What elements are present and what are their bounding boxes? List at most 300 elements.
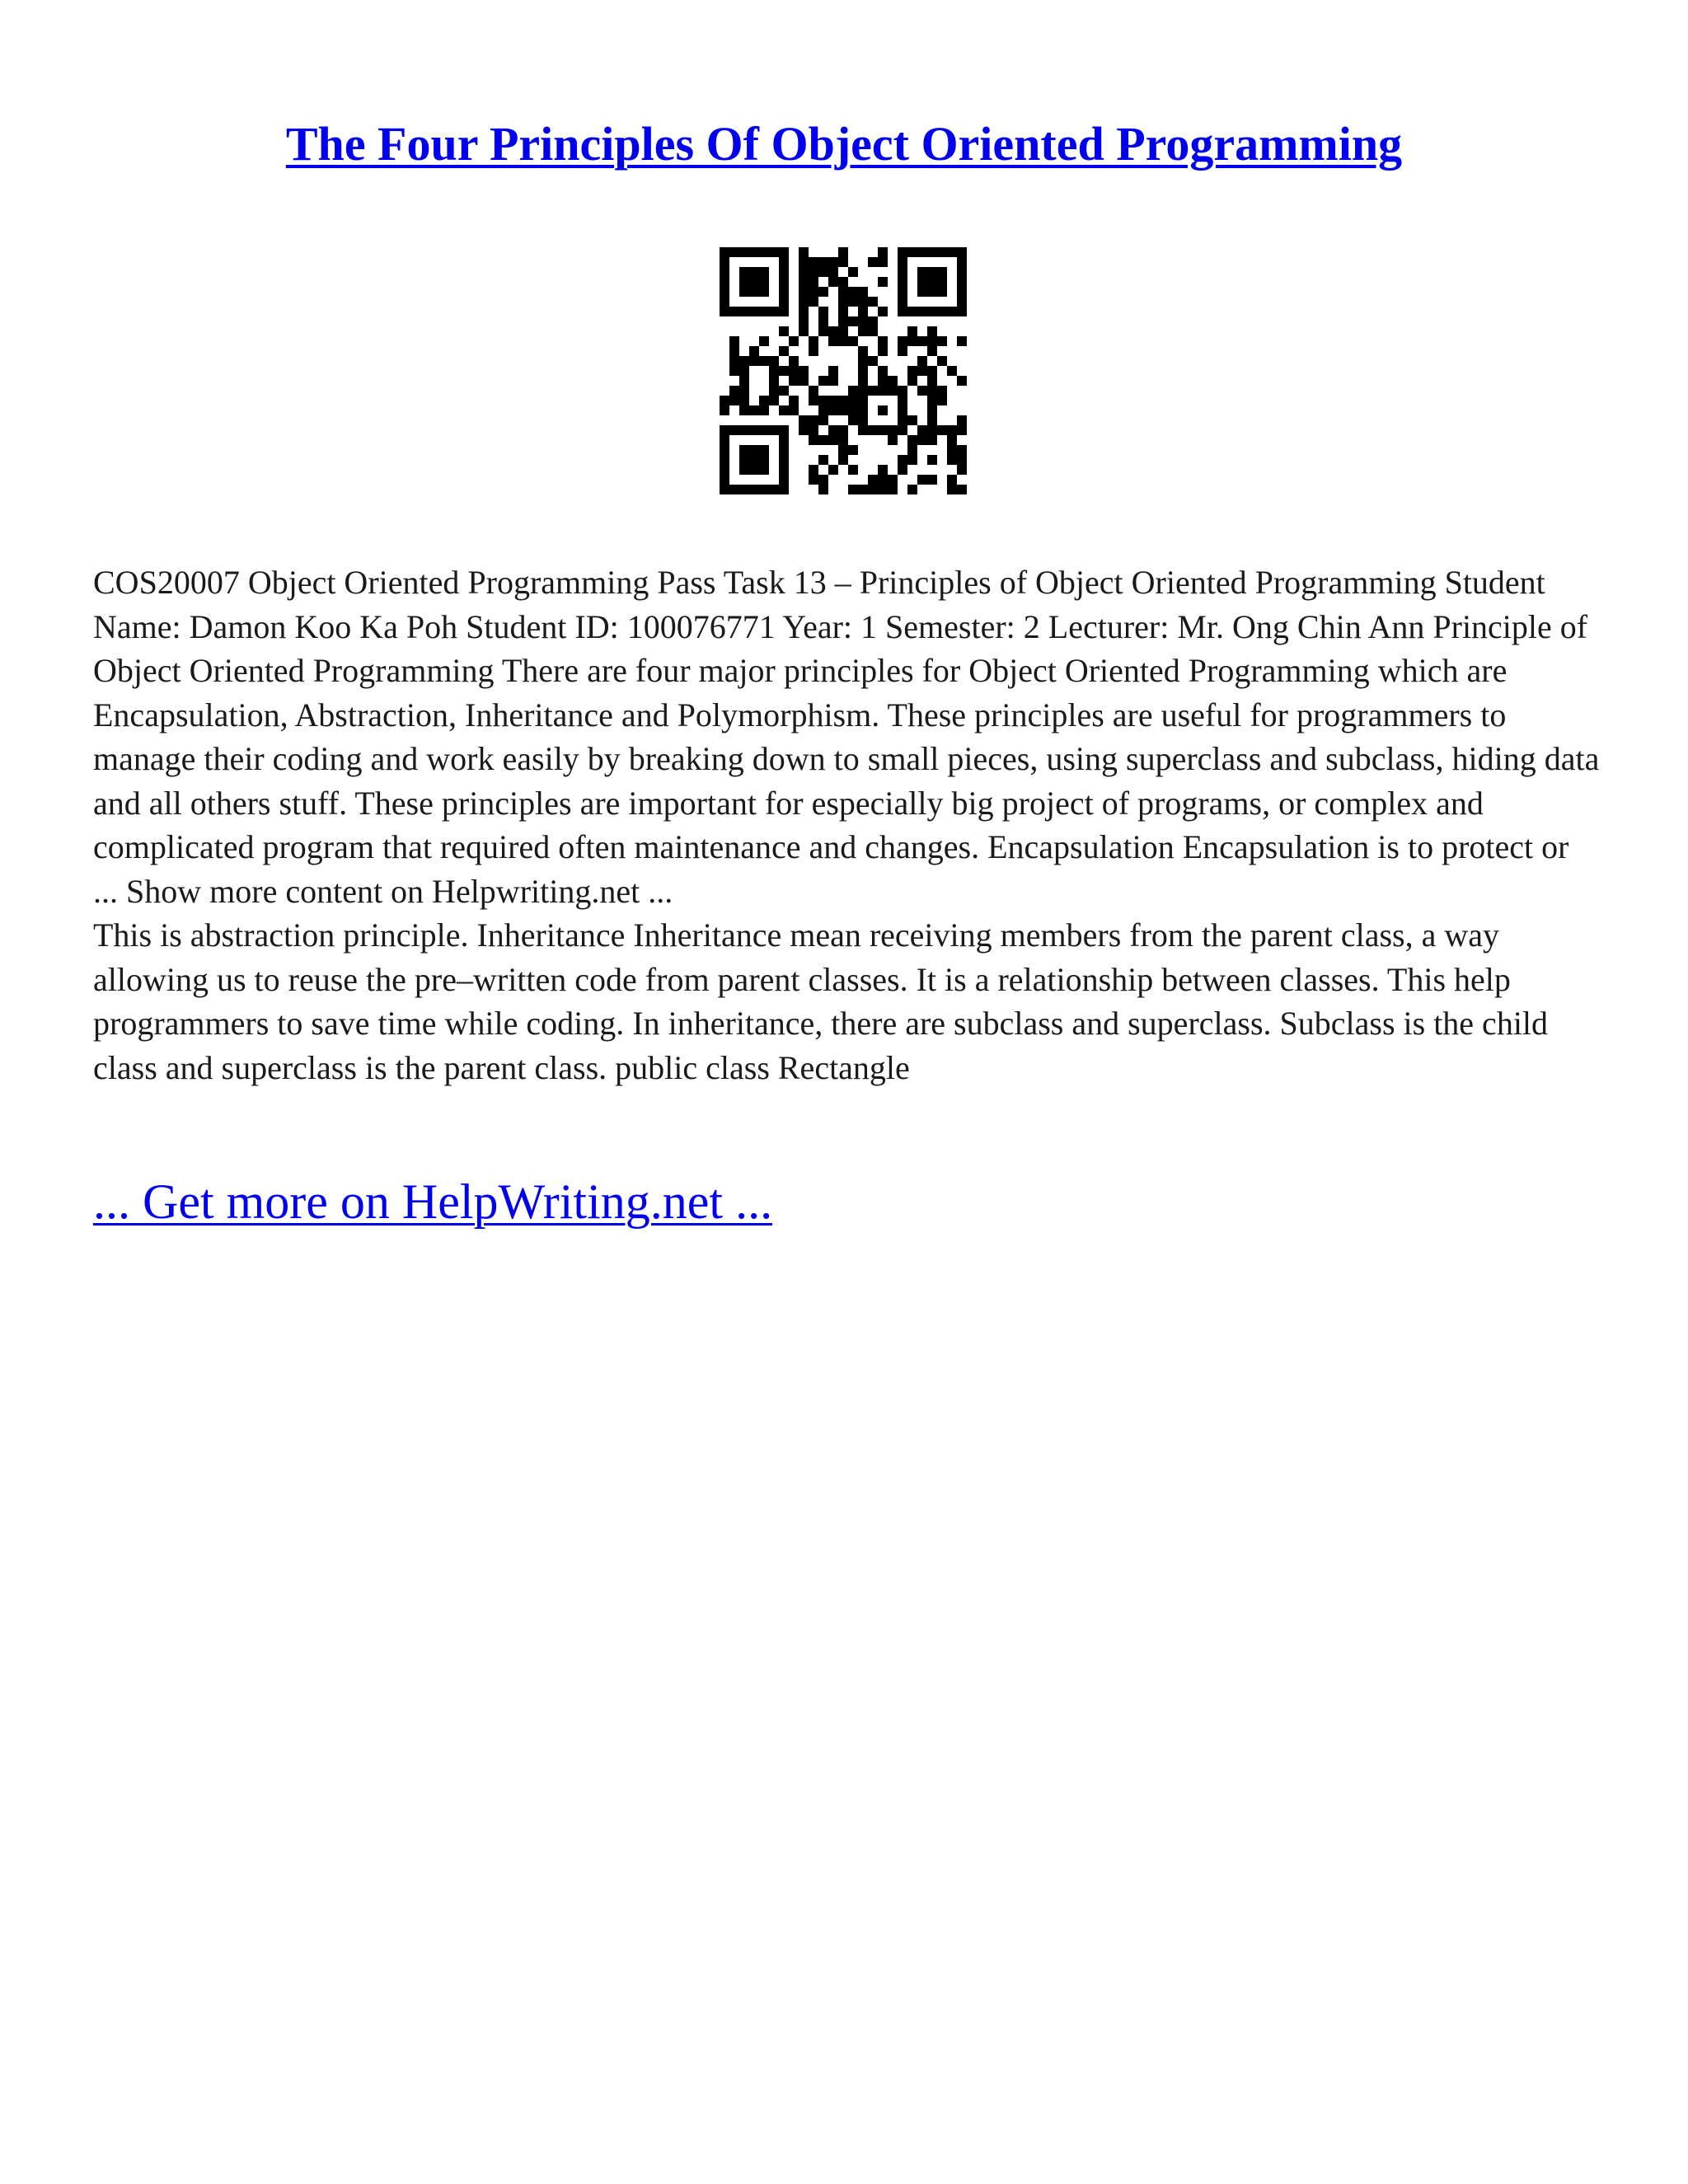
qr-module (838, 247, 848, 257)
qr-module (809, 435, 818, 445)
qr-module (957, 336, 967, 346)
qr-module (898, 267, 907, 277)
qr-module (957, 415, 967, 425)
qr-module (937, 267, 947, 277)
qr-module (838, 425, 848, 435)
qr-module (720, 307, 729, 316)
qr-module (868, 356, 878, 366)
qr-module (848, 485, 858, 494)
qr-module (898, 277, 907, 287)
qr-module (858, 287, 868, 297)
qr-module (809, 386, 818, 396)
qr-module (838, 287, 848, 297)
qr-module (759, 445, 769, 455)
qr-module (749, 465, 759, 475)
qr-code-icon (720, 247, 967, 494)
qr-module (878, 336, 888, 346)
qr-module (868, 257, 878, 267)
qr-module (838, 316, 848, 326)
qr-module (907, 376, 917, 386)
qr-module (868, 386, 878, 396)
qr-module (927, 435, 937, 445)
qr-module (878, 307, 888, 316)
qr-module (749, 346, 759, 356)
qr-module (848, 405, 858, 415)
qr-module (809, 297, 818, 307)
qr-module (769, 485, 779, 494)
qr-module (917, 287, 927, 297)
qr-module (858, 346, 868, 356)
paragraph-intro: COS20007 Object Oriented Programming Pass Task 13 – Principles of Object Oriented Programming Student Name: Damon Koo Ka Poh Student ID: 100076771 Year: 1 Semester: 2 Lecturer: Mr. Ong Chin Ann Principle of Object Oriented Programming There are four major principles for Object Oriented Programming which are Encapsulation, Abstraction, Inheritance and Polymorphism. These principles are useful for programmers to manage their coding and work easily by breaking down to small pieces, using superclass and subclass, hiding data and all others stuff. These principles are important for especially big project of programs, or complex and complicated program that required often maintenance and changes. Encapsulation Encapsulation is to protect or ... Show more content on Helpwriting.net ... (93, 564, 1600, 910)
qr-module (907, 326, 917, 336)
qr-module (799, 267, 809, 277)
qr-module (828, 267, 838, 277)
qr-module (789, 396, 799, 405)
qr-module (759, 336, 769, 346)
qr-module (720, 287, 729, 297)
qr-module (749, 267, 759, 277)
qr-module (917, 307, 927, 316)
qr-module (898, 257, 907, 267)
qr-module (739, 455, 749, 465)
qr-module (888, 425, 898, 435)
qr-module (848, 297, 858, 307)
qr-module (779, 277, 789, 287)
qr-module (749, 277, 759, 287)
qr-module (720, 267, 729, 277)
qr-module (749, 356, 759, 366)
qr-module (937, 277, 947, 287)
document-title-link[interactable]: The Four Principles Of Object Oriented Programming (285, 117, 1403, 171)
qr-module (769, 307, 779, 316)
qr-module (927, 277, 937, 287)
qr-module (759, 455, 769, 465)
qr-module (888, 475, 898, 485)
qr-module (848, 415, 858, 425)
paragraph-inheritance: This is abstraction principle. Inheritance Inheritance mean receiving members from the parent class, a way allowing us to reuse the pre–written code from parent classes. It is a relationship between classes. This help programmers to save time while coding. In inheritance, there are subclass and superclass. Subclass is the child class and superclass is the parent class. public class Rectangle (93, 916, 1549, 1086)
qr-module (809, 277, 818, 287)
qr-module (779, 307, 789, 316)
qr-module (779, 445, 789, 455)
qr-module (878, 366, 888, 376)
qr-module (858, 376, 868, 386)
qr-module (957, 376, 967, 386)
qr-module (759, 465, 769, 475)
qr-module (749, 307, 759, 316)
qr-module (927, 326, 937, 336)
qr-module (828, 405, 838, 415)
qr-module (749, 405, 759, 415)
qr-module (848, 316, 858, 326)
qr-module (779, 475, 789, 485)
qr-module (888, 386, 898, 396)
qr-module (759, 247, 769, 257)
qr-module (917, 435, 927, 445)
qr-module (957, 455, 967, 465)
qr-module (739, 287, 749, 297)
qr-module (720, 396, 729, 405)
qr-module (729, 366, 739, 376)
qr-module (898, 415, 907, 425)
qr-module (779, 386, 789, 396)
qr-module (779, 366, 789, 376)
qr-module (917, 425, 927, 435)
qr-module (799, 247, 809, 257)
qr-module (898, 336, 907, 346)
qr-module (739, 356, 749, 366)
qr-module (749, 425, 759, 435)
qr-module (927, 287, 937, 297)
qr-module (927, 455, 937, 465)
qr-module (828, 396, 838, 405)
qr-module (818, 376, 828, 386)
qr-module (898, 455, 907, 465)
qr-module (838, 396, 848, 405)
qr-module (878, 465, 888, 475)
qr-module (779, 257, 789, 267)
qr-module (957, 297, 967, 307)
qr-module (917, 386, 927, 396)
qr-module (828, 465, 838, 475)
qr-module (789, 376, 799, 386)
qr-module (809, 475, 818, 485)
qr-module (947, 435, 957, 445)
qr-module (947, 425, 957, 435)
qr-module (809, 346, 818, 356)
qr-module (828, 336, 838, 346)
qr-module (779, 435, 789, 445)
qr-module (828, 435, 838, 445)
qr-module (917, 267, 927, 277)
qr-module (729, 247, 739, 257)
qr-module (779, 465, 789, 475)
qr-module (759, 356, 769, 366)
qr-module (868, 425, 878, 435)
qr-module (878, 485, 888, 494)
qr-module (858, 485, 868, 494)
qr-module (749, 247, 759, 257)
qr-module (907, 415, 917, 425)
qr-module (907, 247, 917, 257)
qr-module (828, 326, 838, 336)
qr-module (838, 405, 848, 415)
qr-module (878, 277, 888, 287)
qr-module (779, 346, 789, 356)
qr-module (937, 287, 947, 297)
qr-module (947, 247, 957, 257)
qr-module (957, 287, 967, 297)
qr-module (779, 405, 789, 415)
qr-module (809, 415, 818, 425)
qr-module (947, 445, 957, 455)
qr-module (878, 425, 888, 435)
qr-module (927, 267, 937, 277)
qr-module (779, 247, 789, 257)
qr-module (729, 386, 739, 396)
qr-module (739, 267, 749, 277)
qr-module (729, 396, 739, 405)
qr-module (809, 267, 818, 277)
qr-module (848, 336, 858, 346)
qr-module (878, 386, 888, 396)
qr-module (739, 386, 749, 396)
qr-module (957, 465, 967, 475)
qr-module (868, 326, 878, 336)
qr-module (957, 257, 967, 267)
qr-module (838, 455, 848, 465)
qr-module (739, 485, 749, 494)
qr-module (729, 307, 739, 316)
qr-module (927, 247, 937, 257)
qr-module (769, 356, 779, 366)
qr-module (907, 445, 917, 455)
qr-module (927, 346, 937, 356)
qr-module (878, 257, 888, 267)
qr-module (799, 366, 809, 376)
qr-module (907, 455, 917, 465)
qr-module (907, 307, 917, 316)
qr-module (898, 405, 907, 415)
qr-module (898, 297, 907, 307)
qr-module (720, 455, 729, 465)
qr-module (759, 405, 769, 415)
qr-module (878, 376, 888, 386)
qr-module (789, 336, 799, 346)
qr-module (937, 425, 947, 435)
qr-module (927, 475, 937, 485)
qr-module (838, 326, 848, 336)
qr-module (838, 297, 848, 307)
qr-module (868, 485, 878, 494)
qr-module (818, 435, 828, 445)
qr-module (907, 485, 917, 494)
qr-module (818, 485, 828, 494)
qr-module (789, 366, 799, 376)
qr-module (769, 396, 779, 405)
qr-module (779, 326, 789, 336)
qr-module (759, 396, 769, 405)
qr-module (848, 267, 858, 277)
qr-module (749, 485, 759, 494)
qr-module (759, 267, 769, 277)
qr-module (828, 257, 838, 267)
qr-module (720, 465, 729, 475)
qr-module (878, 247, 888, 257)
qr-module (838, 257, 848, 267)
qr-module (858, 405, 868, 415)
qr-module (799, 316, 809, 326)
qr-module (759, 287, 769, 297)
qr-module (848, 396, 858, 405)
qr-module (937, 396, 947, 405)
qr-module (739, 465, 749, 475)
qr-module (769, 366, 779, 376)
qr-module (729, 485, 739, 494)
qr-module (927, 425, 937, 435)
qr-module (769, 247, 779, 257)
qr-module (828, 425, 838, 435)
qr-module (799, 307, 809, 316)
qr-module (809, 257, 818, 267)
qr-module (898, 247, 907, 257)
qr-module (937, 247, 947, 257)
qr-module (888, 485, 898, 494)
qr-module (858, 415, 868, 425)
qr-module (888, 376, 898, 386)
qr-module (917, 475, 927, 485)
qr-module (858, 425, 868, 435)
qr-module (888, 435, 898, 445)
qr-module (720, 405, 729, 415)
qr-module (957, 425, 967, 435)
qr-module (957, 307, 967, 316)
qr-module (739, 366, 749, 376)
qr-module (818, 475, 828, 485)
qr-module (858, 307, 868, 316)
qr-module (769, 425, 779, 435)
qr-module (848, 287, 858, 297)
qr-module (720, 435, 729, 445)
qr-module (898, 396, 907, 405)
get-more-link[interactable]: ... Get more on HelpWriting.net ... (93, 1174, 773, 1229)
qr-module (809, 396, 818, 405)
qr-module (818, 307, 828, 316)
qr-module (779, 425, 789, 435)
qr-module (917, 336, 927, 346)
qr-module (858, 316, 868, 326)
qr-module (838, 336, 848, 346)
qr-module (957, 445, 967, 455)
qr-module (957, 277, 967, 287)
qr-module (799, 297, 809, 307)
qr-module (779, 287, 789, 297)
qr-module (917, 277, 927, 287)
qr-module (947, 307, 957, 316)
qr-module (749, 445, 759, 455)
qr-module (769, 376, 779, 386)
qr-module (937, 307, 947, 316)
qr-module (769, 386, 779, 396)
qr-module (799, 257, 809, 267)
qr-module (789, 356, 799, 366)
qr-module (739, 277, 749, 287)
qr-module (848, 386, 858, 396)
qr-module (878, 475, 888, 485)
qr-module (898, 386, 907, 396)
qr-module (799, 277, 809, 287)
qr-module (848, 465, 858, 475)
qr-module (720, 297, 729, 307)
qr-module (927, 376, 937, 386)
qr-module (729, 425, 739, 435)
qr-module (799, 425, 809, 435)
qr-module (818, 405, 828, 415)
qr-module (898, 307, 907, 316)
qr-module (907, 366, 917, 376)
qr-module (947, 455, 957, 465)
qr-module (868, 316, 878, 326)
qr-module (759, 485, 769, 494)
qr-module (927, 307, 937, 316)
qr-module (828, 376, 838, 386)
qr-module (828, 277, 838, 287)
qr-module (809, 287, 818, 297)
qr-module (878, 405, 888, 415)
qr-module (739, 445, 749, 455)
qr-module (937, 386, 947, 396)
qr-module (729, 336, 739, 346)
qr-module (720, 475, 729, 485)
qr-module (927, 336, 937, 346)
qr-module (848, 445, 858, 455)
qr-module (799, 287, 809, 297)
qr-module (957, 485, 967, 494)
qr-module (858, 356, 868, 366)
qr-module (927, 366, 937, 376)
qr-module (917, 356, 927, 366)
qr-module (818, 316, 828, 326)
qr-module (809, 465, 818, 475)
qr-module (720, 425, 729, 435)
qr-module (937, 356, 947, 366)
qr-module (838, 435, 848, 445)
qr-module (799, 326, 809, 336)
qr-module (898, 465, 907, 475)
qr-module (799, 415, 809, 425)
qr-module (779, 297, 789, 307)
qr-module (759, 307, 769, 316)
qr-module (789, 405, 799, 415)
qr-module (779, 485, 789, 494)
qr-module (739, 396, 749, 405)
qr-module (729, 346, 739, 356)
qr-module (749, 287, 759, 297)
qr-module (838, 307, 848, 316)
qr-module (809, 336, 818, 346)
qr-module (759, 277, 769, 287)
qr-module (858, 366, 868, 376)
qr-module (957, 267, 967, 277)
qr-module (907, 336, 917, 346)
qr-module (818, 396, 828, 405)
qr-module (927, 386, 937, 396)
qr-module (818, 415, 828, 425)
qr-module (858, 386, 868, 396)
qr-module (739, 307, 749, 316)
qr-module (838, 277, 848, 287)
qr-module (818, 257, 828, 267)
qr-module (878, 346, 888, 356)
qr-module (937, 336, 947, 346)
qr-module (739, 376, 749, 386)
qr-module (739, 425, 749, 435)
qr-module (779, 455, 789, 465)
qr-module (858, 396, 868, 405)
qr-module (739, 247, 749, 257)
qr-module (720, 277, 729, 287)
qr-module (917, 247, 927, 257)
qr-module (838, 445, 848, 455)
qr-module (927, 415, 937, 425)
qr-module (947, 366, 957, 376)
qr-module (729, 356, 739, 366)
qr-module (898, 425, 907, 435)
qr-module (957, 247, 967, 257)
qr-module (858, 297, 868, 307)
qr-module (720, 247, 729, 257)
qr-module (828, 366, 838, 376)
qr-module (917, 366, 927, 376)
